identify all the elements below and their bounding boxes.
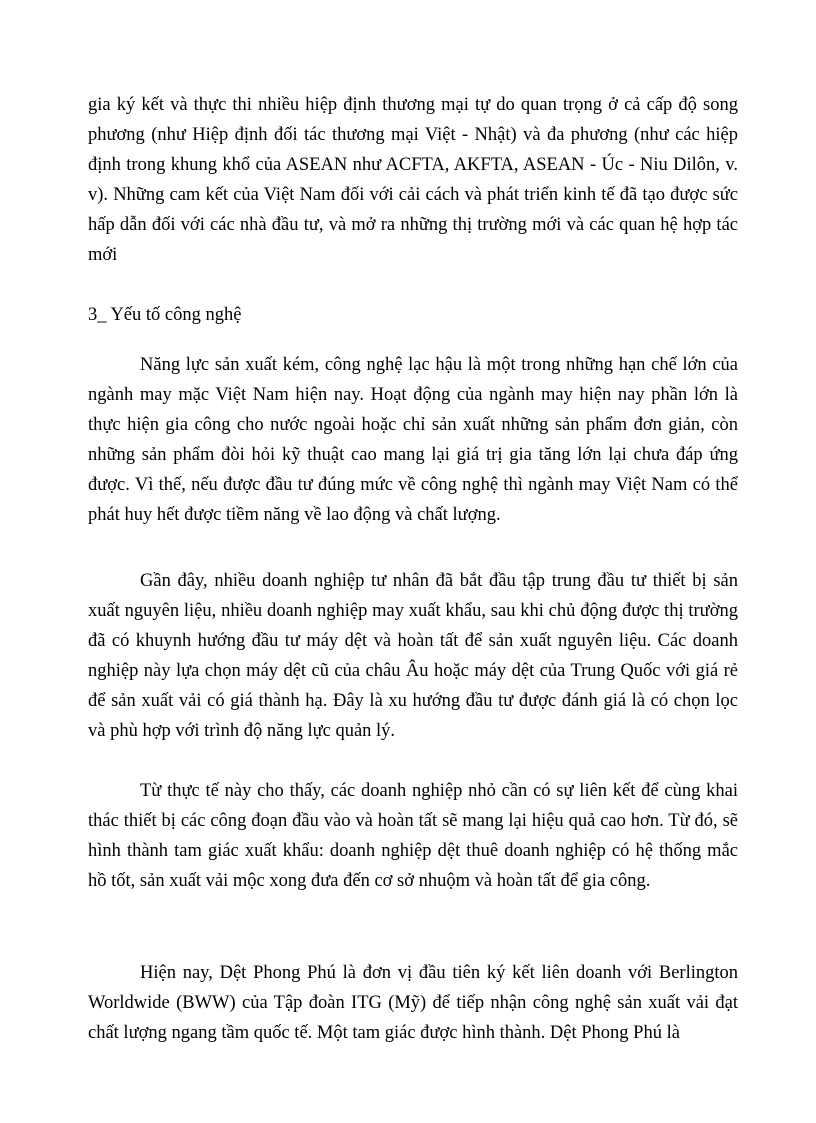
paragraph-trade-agreements: gia ký kết và thực thi nhiều hiệp định thương mại tự do quan trọng ở cả cấp độ song phương (như Hiệp định đối tác thương mại Việt - Nhật) và đa phương (như các hiệp định trong khung khổ của ASEAN như ACFTA, AKFTA, ASEAN - Úc - Niu Dilôn, v. v). Những cam kết của Việt Nam đối với cải cách và phát triển kinh tế đã tạo được sức hấp dẫn đối với các nhà đầu tư, và mở ra những thị trường mới và các quan hệ hợp tác mới [88,95,738,265]
paragraph-phong-phu: Hiện nay, Dệt Phong Phú là đơn vị đầu tiên ký kết liên doanh với Berlington Worldwide (BWW) của Tập đoàn ITG (Mỹ) để tiếp nhận công nghệ sản xuất vải đạt chất lượng ngang tầm quốc tế. Một tam giác được hình thành. Dệt Phong Phú là [88,963,738,1043]
paragraph-export-triangle: Từ thực tế này cho thấy, các doanh nghiệp nhỏ cần có sự liên kết để cùng khai thác thiết bị các công đoạn đầu vào và hoàn tất sẽ mang lại hiệu quả cao hơn. Từ đó, sẽ hình thành tam giác xuất khẩu: doanh nghiệp dệt thuê doanh nghiệp có hệ thống mắc hồ tốt, sản xuất vải mộc xong đưa đến cơ sở nhuộm và hoàn tất để gia công. [88,781,738,891]
paragraph-private-investment: Gần đây, nhiều doanh nghiệp tư nhân đã bắt đầu tập trung đầu tư thiết bị sản xuất nguyên liệu, nhiều doanh nghiệp may xuất khẩu, sau khi chủ động được thị trường đã có khuynh hướng đầu tư máy dệt và hoàn tất để sản xuất nguyên liệu. Các doanh nghiệp này lựa chọn máy dệt cũ của châu Âu hoặc máy dệt của Trung Quốc với giá rẻ để sản xuất vải có giá thành hạ. Đây là xu hướng đầu tư được đánh giá là có chọn lọc và phù hợp với trình độ năng lực quản lý. [88,571,738,741]
paragraph-production-capacity: Năng lực sản xuất kém, công nghệ lạc hậu là một trong những hạn chế lớn của ngành may mặc Việt Nam hiện nay. Hoạt động của ngành may hiện nay phần lớn là thực hiện gia công cho nước ngoài hoặc chỉ sản xuất những sản phẩm đơn giản, còn những sản phẩm đòi hỏi kỹ thuật cao mang lại giá trị gia tăng lớn lại chưa đáp ứng được. Vì thế, nếu được đầu tư đúng mức về công nghệ thì ngành may Việt Nam có thể phát huy hết được tiềm năng về lao động và chất lượng. [88,355,738,525]
section-heading-technology: 3_ Yếu tố công nghệ [88,305,242,325]
